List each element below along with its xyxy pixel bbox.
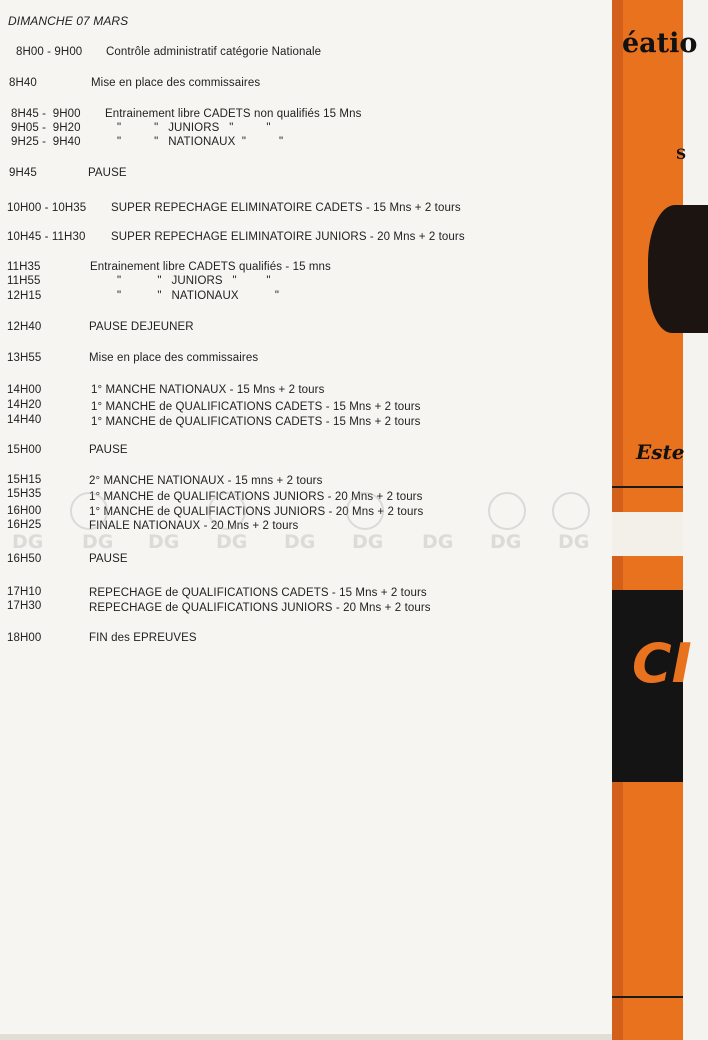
event-cell: SUPER REPECHAGE ELIMINATOIRE CADETS - 15 Mns + 2 tours	[111, 202, 461, 214]
time-cell: 8H00 - 9H00	[16, 46, 83, 58]
time-cell: 14H40	[7, 414, 42, 426]
event-cell: 1° MANCHE de QUALIFICATIONS CADETS - 15 Mns + 2 tours	[91, 416, 421, 428]
time-cell: 9H45	[9, 167, 37, 179]
side-script-fragment: Este	[636, 440, 685, 464]
time-cell: 16H00	[7, 505, 42, 517]
time-cell: 17H10	[7, 586, 42, 598]
event-cell: 2° MANCHE NATIONAUX - 15 mns + 2 tours	[89, 475, 323, 487]
time-cell: 9H05 - 9H20	[11, 122, 81, 134]
portrait-silhouette	[648, 205, 708, 333]
side-title-fragment: éatio	[622, 28, 698, 59]
event-cell: 1° MANCHE de QUALIFIACTIONS JUNIORS - 20 Mns + 2 tours	[89, 506, 424, 518]
time-cell: 12H15	[7, 290, 42, 302]
watermark-text: DG	[558, 531, 590, 553]
event-cell: " " JUNIORS " "	[117, 122, 271, 134]
event-cell: " " NATIONAUX "	[117, 290, 280, 302]
event-cell: 1° MANCHE NATIONAUX - 15 Mns + 2 tours	[91, 384, 325, 396]
time-cell: 16H50	[7, 553, 42, 565]
event-cell: Entrainement libre CADETS non qualifiés 15 Mns	[105, 108, 362, 120]
side-white-band	[612, 512, 683, 556]
watermark-badge-icon	[70, 492, 108, 530]
event-cell: REPECHAGE de QUALIFICATIONS JUNIORS - 20 Mns + 2 tours	[89, 602, 431, 614]
event-cell: PAUSE	[89, 444, 128, 456]
time-cell: 13H55	[7, 352, 42, 364]
event-cell: SUPER REPECHAGE ELIMINATOIRE JUNIORS - 20 Mns + 2 tours	[111, 231, 465, 243]
watermark-badge-icon	[208, 492, 246, 530]
watermark-text: DG	[82, 531, 114, 553]
time-cell: 11H35	[7, 261, 41, 273]
time-cell: 18H00	[7, 632, 42, 644]
time-cell: 16H25	[7, 519, 42, 531]
page-title: DIMANCHE 07 MARS	[8, 14, 129, 28]
time-cell: 10H00 - 10H35	[7, 202, 87, 214]
time-cell: 15H15	[7, 474, 42, 486]
time-cell: 17H30	[7, 600, 42, 612]
event-cell: 1° MANCHE de QUALIFICATIONS JUNIORS - 20 Mns + 2 tours	[89, 491, 423, 503]
watermark-text: DG	[352, 531, 384, 553]
time-cell: 12H40	[7, 321, 42, 333]
event-cell: Contrôle administratif catégorie Nationale	[106, 46, 322, 58]
event-cell: FIN des EPREUVES	[89, 632, 197, 644]
watermark-text: DG	[148, 531, 180, 553]
event-cell: FINALE NATIONAUX - 20 Mns + 2 tours	[89, 520, 299, 532]
side-big-lettering: CI	[632, 632, 692, 695]
event-cell: " " NATIONAUX " "	[117, 136, 284, 148]
watermark-strip	[0, 486, 612, 556]
time-cell: 15H35	[7, 488, 42, 500]
time-cell: 8H45 - 9H00	[11, 108, 81, 120]
time-cell: 8H40	[9, 77, 37, 89]
side-divider	[612, 996, 683, 998]
time-cell: 10H45 - 11H30	[7, 231, 86, 243]
adjacent-page-edge	[612, 0, 698, 1040]
time-cell: 14H00	[7, 384, 42, 396]
watermark-badge-icon	[488, 492, 526, 530]
side-letter: S	[676, 147, 687, 163]
side-divider	[612, 486, 683, 488]
watermark-text: DG	[216, 531, 248, 553]
event-cell: Entrainement libre CADETS qualifiés - 15 mns	[90, 261, 331, 273]
time-cell: 15H00	[7, 444, 42, 456]
watermark-text: DG	[284, 531, 316, 553]
event-cell: PAUSE	[89, 553, 128, 565]
event-cell: REPECHAGE de QUALIFICATIONS CADETS - 15 Mns + 2 tours	[89, 587, 427, 599]
watermark-text: DG	[422, 531, 454, 553]
watermark-badge-icon	[346, 492, 384, 530]
event-cell: Mise en place des commissaires	[89, 352, 259, 364]
time-cell: 9H25 - 9H40	[11, 136, 81, 148]
event-cell: " " JUNIORS " "	[117, 275, 271, 287]
watermark-badge-icon	[552, 492, 590, 530]
watermark-text: DG	[12, 531, 44, 553]
time-cell: 11H55	[7, 275, 41, 287]
watermark-text: DG	[490, 531, 522, 553]
event-cell: PAUSE	[88, 167, 127, 179]
event-cell: Mise en place des commissaires	[91, 77, 261, 89]
time-cell: 14H20	[7, 399, 42, 411]
event-cell: 1° MANCHE de QUALIFICATIONS CADETS - 15 Mns + 2 tours	[91, 401, 421, 413]
event-cell: PAUSE DEJEUNER	[89, 321, 194, 333]
